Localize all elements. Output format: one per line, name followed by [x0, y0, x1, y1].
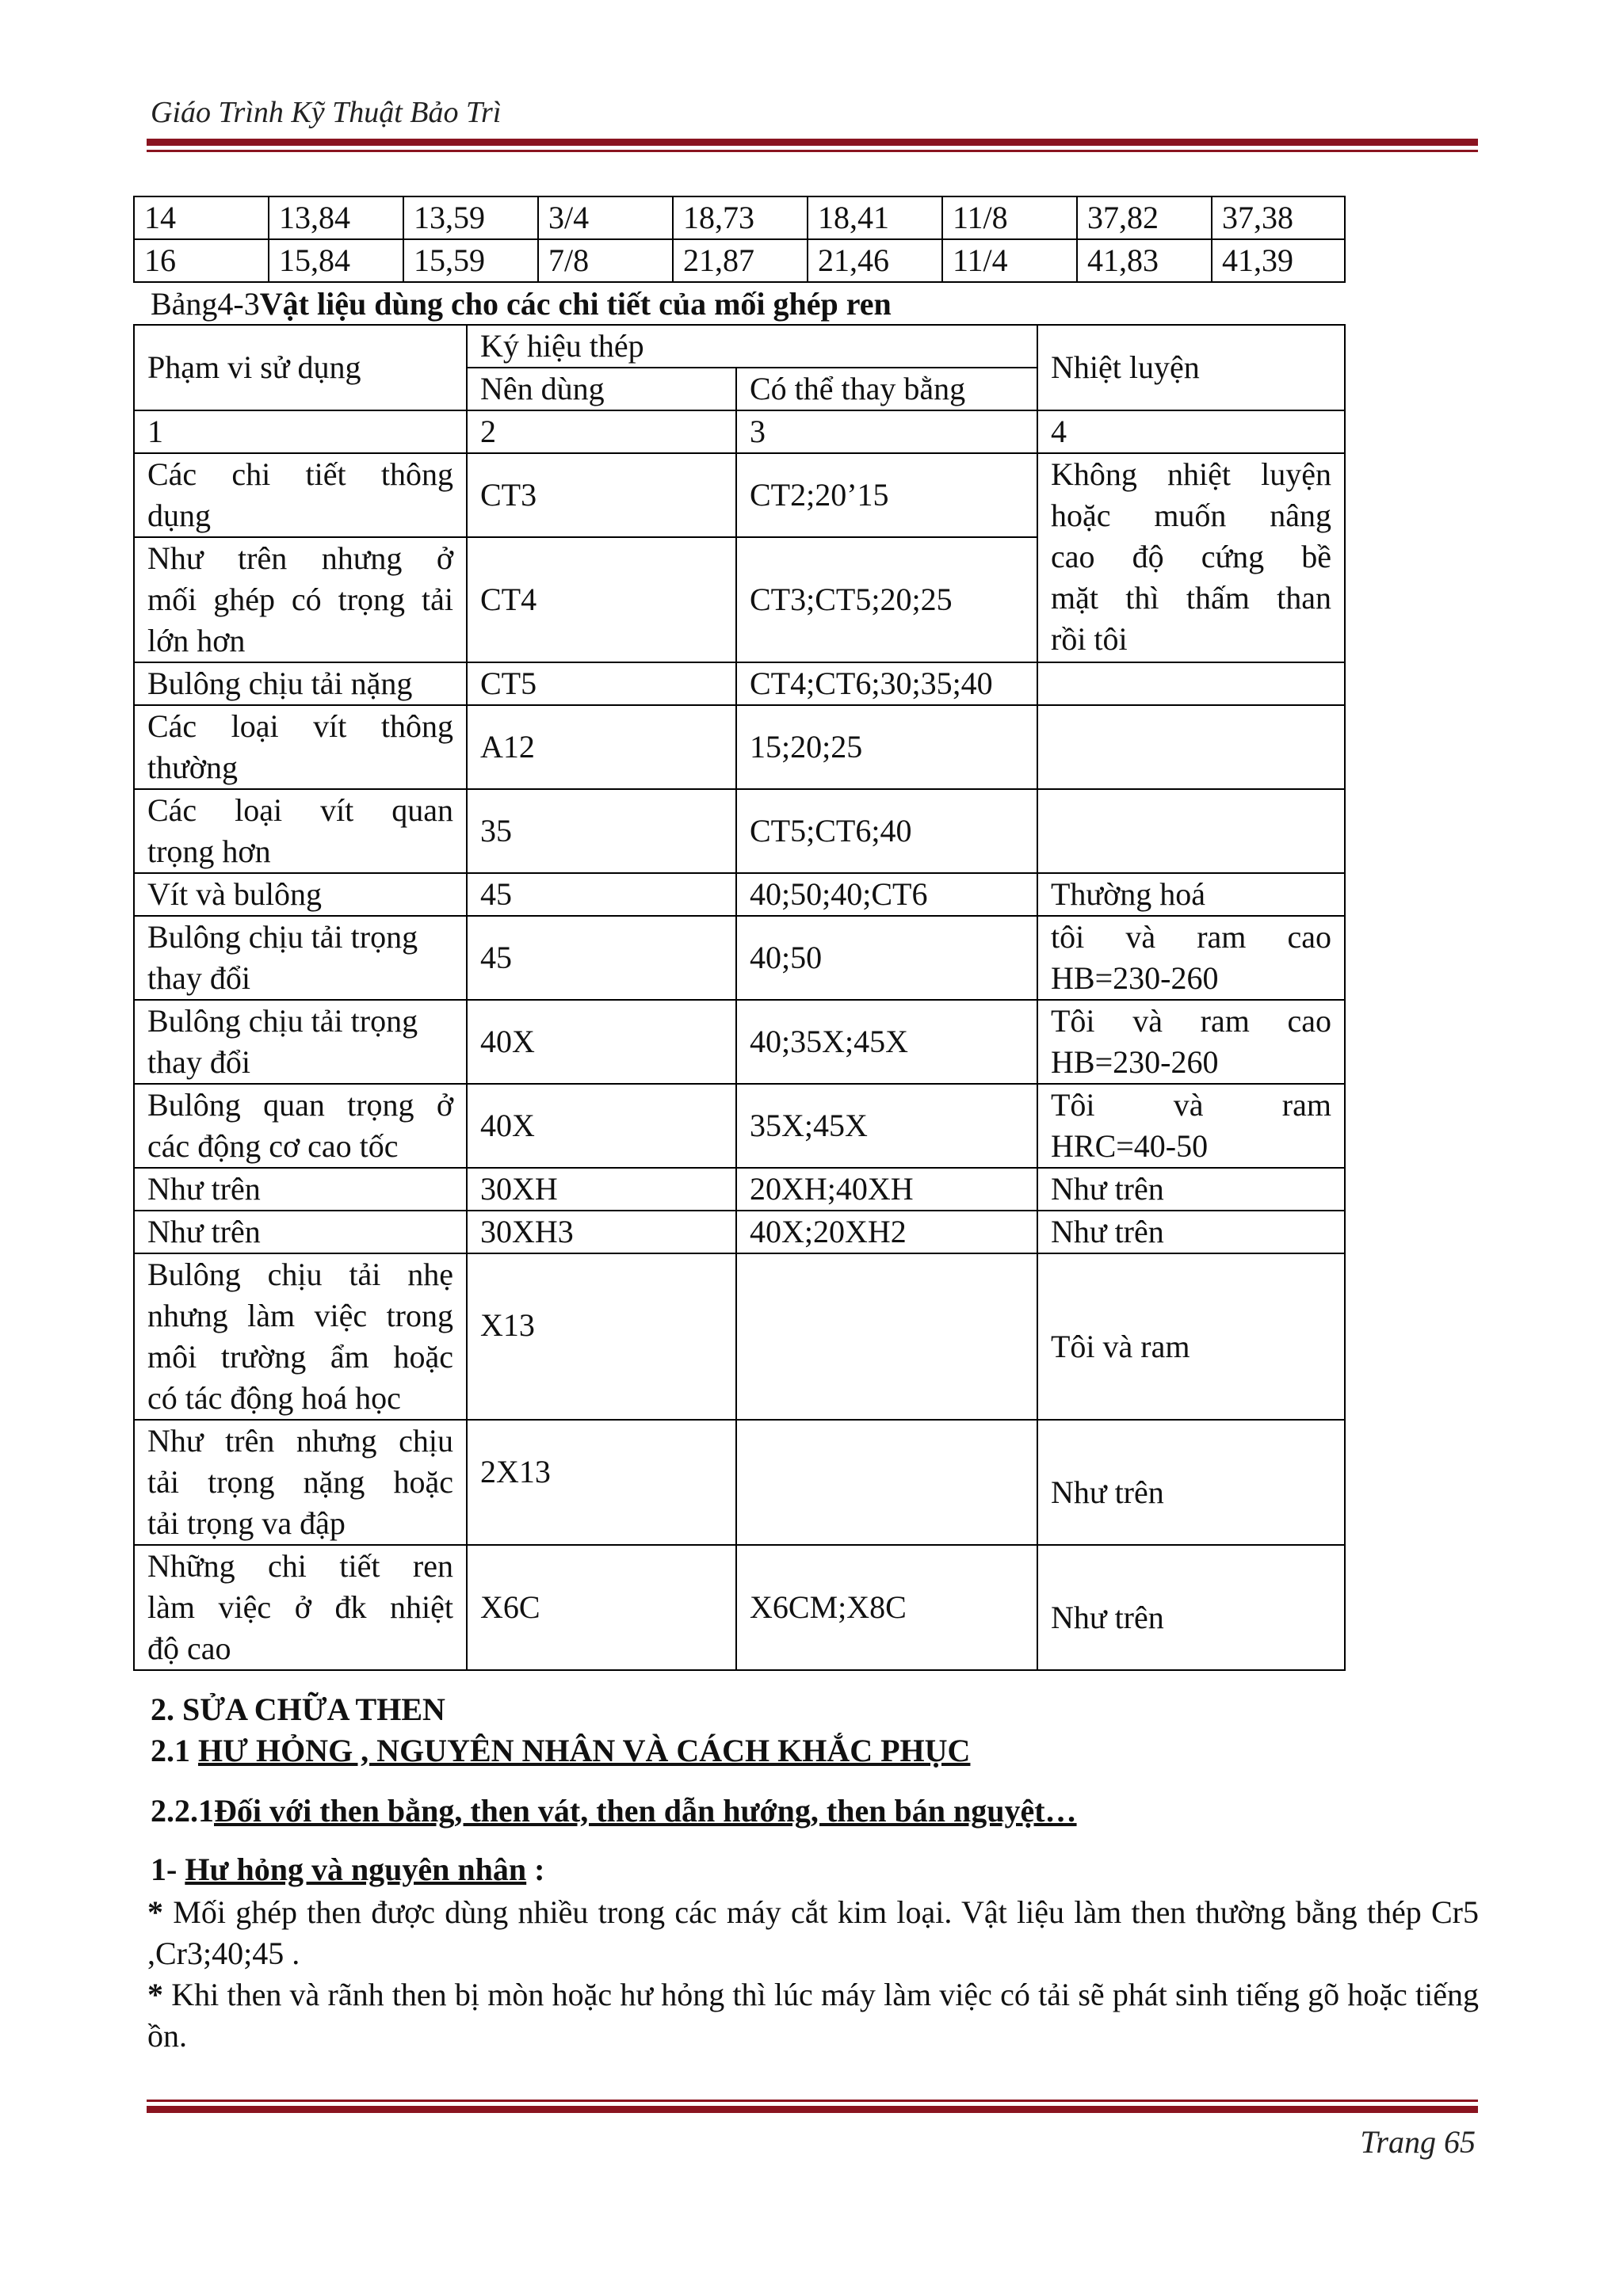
table-cell: CT4;CT6;30;35;40	[736, 662, 1037, 705]
cell-line: HB=230-260	[1051, 960, 1219, 996]
paragraph-text: Khi then và rãnh then bị mòn hoặc hư hỏng thì lúc máy làm việc có tải sẽ phát sinh tiếng gõ hoặc tiếng ồn.	[147, 1977, 1479, 2054]
table-cell-scope	[134, 1420, 467, 1545]
header-rule-thin	[147, 150, 1478, 152]
table-cell: Tôi và ram	[1037, 1253, 1345, 1420]
bullet-star: *	[147, 1894, 163, 1930]
table-row	[134, 789, 1345, 873]
item-title: Hư hỏng và nguyên nhân	[185, 1852, 527, 1887]
table-cell: X6C	[467, 1545, 736, 1670]
cell-line: môi trường ẩm hoặc	[147, 1339, 453, 1375]
table-cell-heat	[1037, 1000, 1345, 1084]
table-cell: 30XH3	[467, 1211, 736, 1253]
table-row	[134, 239, 1345, 282]
cell-line: tải trọng va đập	[147, 1505, 346, 1541]
table-cell: 13,84	[269, 196, 403, 239]
cell-line: làm việc ở đk nhiệt	[147, 1589, 453, 1625]
table-cell: Như trên	[1037, 1545, 1345, 1670]
table-cell: 2X13	[467, 1420, 736, 1545]
header-scope: Phạm vi sử dụng	[134, 325, 467, 410]
table-cell: 7/8	[538, 239, 673, 282]
table-cell-heat	[1037, 916, 1345, 1000]
table-caption-number: Bảng4-3	[151, 286, 260, 322]
table-cell: 21,46	[808, 239, 942, 282]
table-cell: Như trên	[134, 1211, 467, 1253]
table-cell-scope	[134, 705, 467, 789]
table-cell: 40;35X;45X	[736, 1000, 1037, 1084]
table-header-row	[134, 325, 1345, 368]
table-cell: 30XH	[467, 1168, 736, 1211]
table-cell: 40X;20XH2	[736, 1211, 1037, 1253]
cell-line: rồi tôi	[1051, 621, 1128, 657]
cell-line: tôi và ram cao	[1051, 919, 1331, 955]
table-cell: 3	[736, 410, 1037, 453]
cell-line: thường	[147, 749, 238, 785]
cell-line: có tác động hoá học	[147, 1380, 401, 1416]
document-header-title: Giáo Trình Kỹ Thuật Bảo Trì	[151, 96, 502, 129]
table-cell: Như trên	[1037, 1211, 1345, 1253]
cell-line: trọng hơn	[147, 833, 271, 869]
cell-line: Không nhiệt luyện	[1051, 456, 1331, 492]
cell-line: mối ghép có trọng tải	[147, 582, 453, 617]
cell-line: Bulông chịu tải trọng	[147, 919, 418, 955]
cell-line: lớn hơn	[147, 623, 246, 658]
table-cell: CT5;CT6;40	[736, 789, 1037, 873]
cell-line: nhưng làm việc trong	[147, 1298, 453, 1333]
subsection-heading	[151, 1732, 970, 1769]
header-substitute: Có thể thay bằng	[736, 368, 1037, 410]
table-row	[134, 705, 1345, 789]
table-cell: Vít và bulông	[134, 873, 467, 916]
table-cell: 3/4	[538, 196, 673, 239]
table-cell-scope	[134, 1000, 467, 1084]
table-row	[134, 453, 1345, 537]
cell-line: Các loại vít thông	[147, 708, 453, 744]
table-row	[134, 1420, 1345, 1545]
table-cell: 35X;45X	[736, 1084, 1037, 1168]
paragraph	[147, 1892, 1479, 1974]
table-cell	[1037, 662, 1345, 705]
table-cell: 18,41	[808, 196, 942, 239]
table-row	[134, 1168, 1345, 1211]
table-row	[134, 873, 1345, 916]
table-cell: 14	[134, 196, 269, 239]
cell-line: Bulông chịu tải trọng	[147, 1003, 418, 1039]
table-cell: 37,38	[1212, 196, 1345, 239]
header-rule-thick	[147, 139, 1478, 146]
item-colon: :	[526, 1852, 545, 1887]
subsubsection-number: 2.2.1	[151, 1793, 214, 1829]
table-row	[134, 1545, 1345, 1670]
cell-line: cao độ cứng bề	[1051, 539, 1331, 574]
cell-line: Bulông chịu tải nhẹ	[147, 1257, 453, 1292]
subsubsection-title: Đối với then bằng, then vát, then dẫn hướng, then bán nguyệt…	[214, 1793, 1077, 1829]
table-cell: 1	[134, 410, 467, 453]
item-number: 1-	[151, 1852, 185, 1887]
cell-line: Những chi tiết ren	[147, 1548, 453, 1584]
table-caption-title: Vật liệu dùng cho các chi tiết của mối ghép ren	[259, 286, 892, 322]
cell-line: các động cơ cao tốc	[147, 1128, 399, 1164]
table-cell-scope	[134, 1253, 467, 1420]
table-cell	[736, 1420, 1037, 1545]
table-cell: 21,87	[673, 239, 808, 282]
table-row	[134, 1211, 1345, 1253]
table-cell: A12	[467, 705, 736, 789]
table-cell: 40;50	[736, 916, 1037, 1000]
table-cell: 40X	[467, 1084, 736, 1168]
table-cell	[1037, 705, 1345, 789]
table-cell: 13,59	[403, 196, 538, 239]
table-cell: Thường hoá	[1037, 873, 1345, 916]
table-cell-scope	[134, 537, 467, 662]
item-heading	[151, 1851, 545, 1888]
table-row	[134, 662, 1345, 705]
cell-line: HB=230-260	[1051, 1044, 1219, 1080]
table-row	[134, 1084, 1345, 1168]
table-cell: 11/8	[942, 196, 1077, 239]
footer-rule-thin	[147, 2100, 1478, 2102]
table-cell: Như trên	[134, 1168, 467, 1211]
header-recommended: Nên dùng	[467, 368, 736, 410]
subsection-number: 2.1	[151, 1733, 198, 1768]
table-cell: 18,73	[673, 196, 808, 239]
table-cell: 37,82	[1077, 196, 1212, 239]
paragraph	[147, 1974, 1479, 2057]
thread-size-table	[133, 196, 1346, 283]
table-cell: CT4	[467, 537, 736, 662]
table-cell: CT3;CT5;20;25	[736, 537, 1037, 662]
cell-line: mặt thì thấm than	[1051, 580, 1331, 616]
header-heat-treatment: Nhiệt luyện	[1037, 325, 1345, 410]
table-cell: 45	[467, 873, 736, 916]
table-cell-scope	[134, 789, 467, 873]
table-cell: 41,39	[1212, 239, 1345, 282]
cell-line: HRC=40-50	[1051, 1128, 1209, 1164]
table-cell	[736, 1253, 1037, 1420]
table-cell: 2	[467, 410, 736, 453]
cell-line: Các loại vít quan	[147, 792, 453, 828]
table-cell: CT5	[467, 662, 736, 705]
table-cell: X6CM;X8C	[736, 1545, 1037, 1670]
table-cell: 41,83	[1077, 239, 1212, 282]
table-row	[134, 1000, 1345, 1084]
table-cell-scope	[134, 1084, 467, 1168]
thread-materials-table	[133, 324, 1346, 1671]
table-cell-scope	[134, 916, 467, 1000]
table-cell: 40;50;40;CT6	[736, 873, 1037, 916]
header-steel-symbol: Ký hiệu thép	[467, 325, 1037, 368]
table-cell: Bulông chịu tải nặng	[134, 662, 467, 705]
table-row	[134, 1253, 1345, 1420]
table-cell: 15,84	[269, 239, 403, 282]
footer-rule-thick	[147, 2106, 1478, 2113]
section-heading: 2. SỬA CHỮA THEN	[151, 1691, 445, 1727]
table-cell-scope	[134, 1545, 467, 1670]
subsection-title: HƯ HỎNG , NGUYÊN NHÂN VÀ CÁCH KHẮC PHỤC	[198, 1733, 971, 1768]
cell-line: Tôi và ram cao	[1051, 1003, 1331, 1039]
table-cell: 20XH;40XH	[736, 1168, 1037, 1211]
cell-line: hoặc muốn nâng	[1051, 498, 1331, 533]
table-cell: CT2;20’15	[736, 453, 1037, 537]
table-cell-scope	[134, 453, 467, 537]
cell-line: Tôi và ram	[1051, 1087, 1331, 1123]
table-cell: 35	[467, 789, 736, 873]
cell-line: Bulông quan trọng ở	[147, 1087, 453, 1123]
cell-line: độ cao	[147, 1630, 231, 1666]
table-cell: 15;20;25	[736, 705, 1037, 789]
table-cell: Như trên	[1037, 1420, 1345, 1545]
paragraph-text: Mối ghép then được dùng nhiều trong các máy cắt kim loại. Vật liệu làm then thường bằng thép Cr5 ,Cr3;40;45 .	[147, 1894, 1479, 1971]
table-cell: 15,59	[403, 239, 538, 282]
cell-line: tải trọng nặng hoặc	[147, 1464, 453, 1500]
table-cell: X13	[467, 1253, 736, 1420]
table-caption	[151, 285, 892, 322]
cell-line: thay đổi	[147, 1044, 250, 1080]
cell-line: Như trên nhưng ở	[147, 540, 453, 576]
cell-line: Như trên nhưng chịu	[147, 1423, 453, 1459]
table-cell: 40X	[467, 1000, 736, 1084]
bullet-star: *	[147, 1977, 163, 2012]
table-cell: 16	[134, 239, 269, 282]
table-cell	[1037, 789, 1345, 873]
table-cell-heat	[1037, 1084, 1345, 1168]
table-row	[134, 916, 1345, 1000]
cell-line: dụng	[147, 498, 211, 533]
table-number-row	[134, 410, 1345, 453]
table-cell: 11/4	[942, 239, 1077, 282]
cell-line: Các chi tiết thông	[147, 456, 453, 492]
page-number: Trang 65	[1360, 2124, 1476, 2160]
table-cell: Như trên	[1037, 1168, 1345, 1211]
cell-line: thay đổi	[147, 960, 250, 996]
table-cell: 4	[1037, 410, 1345, 453]
table-cell: CT3	[467, 453, 736, 537]
table-cell: 45	[467, 916, 736, 1000]
subsubsection-heading	[151, 1792, 1077, 1829]
table-row	[134, 196, 1345, 239]
table-cell-heat-merged	[1037, 453, 1345, 662]
